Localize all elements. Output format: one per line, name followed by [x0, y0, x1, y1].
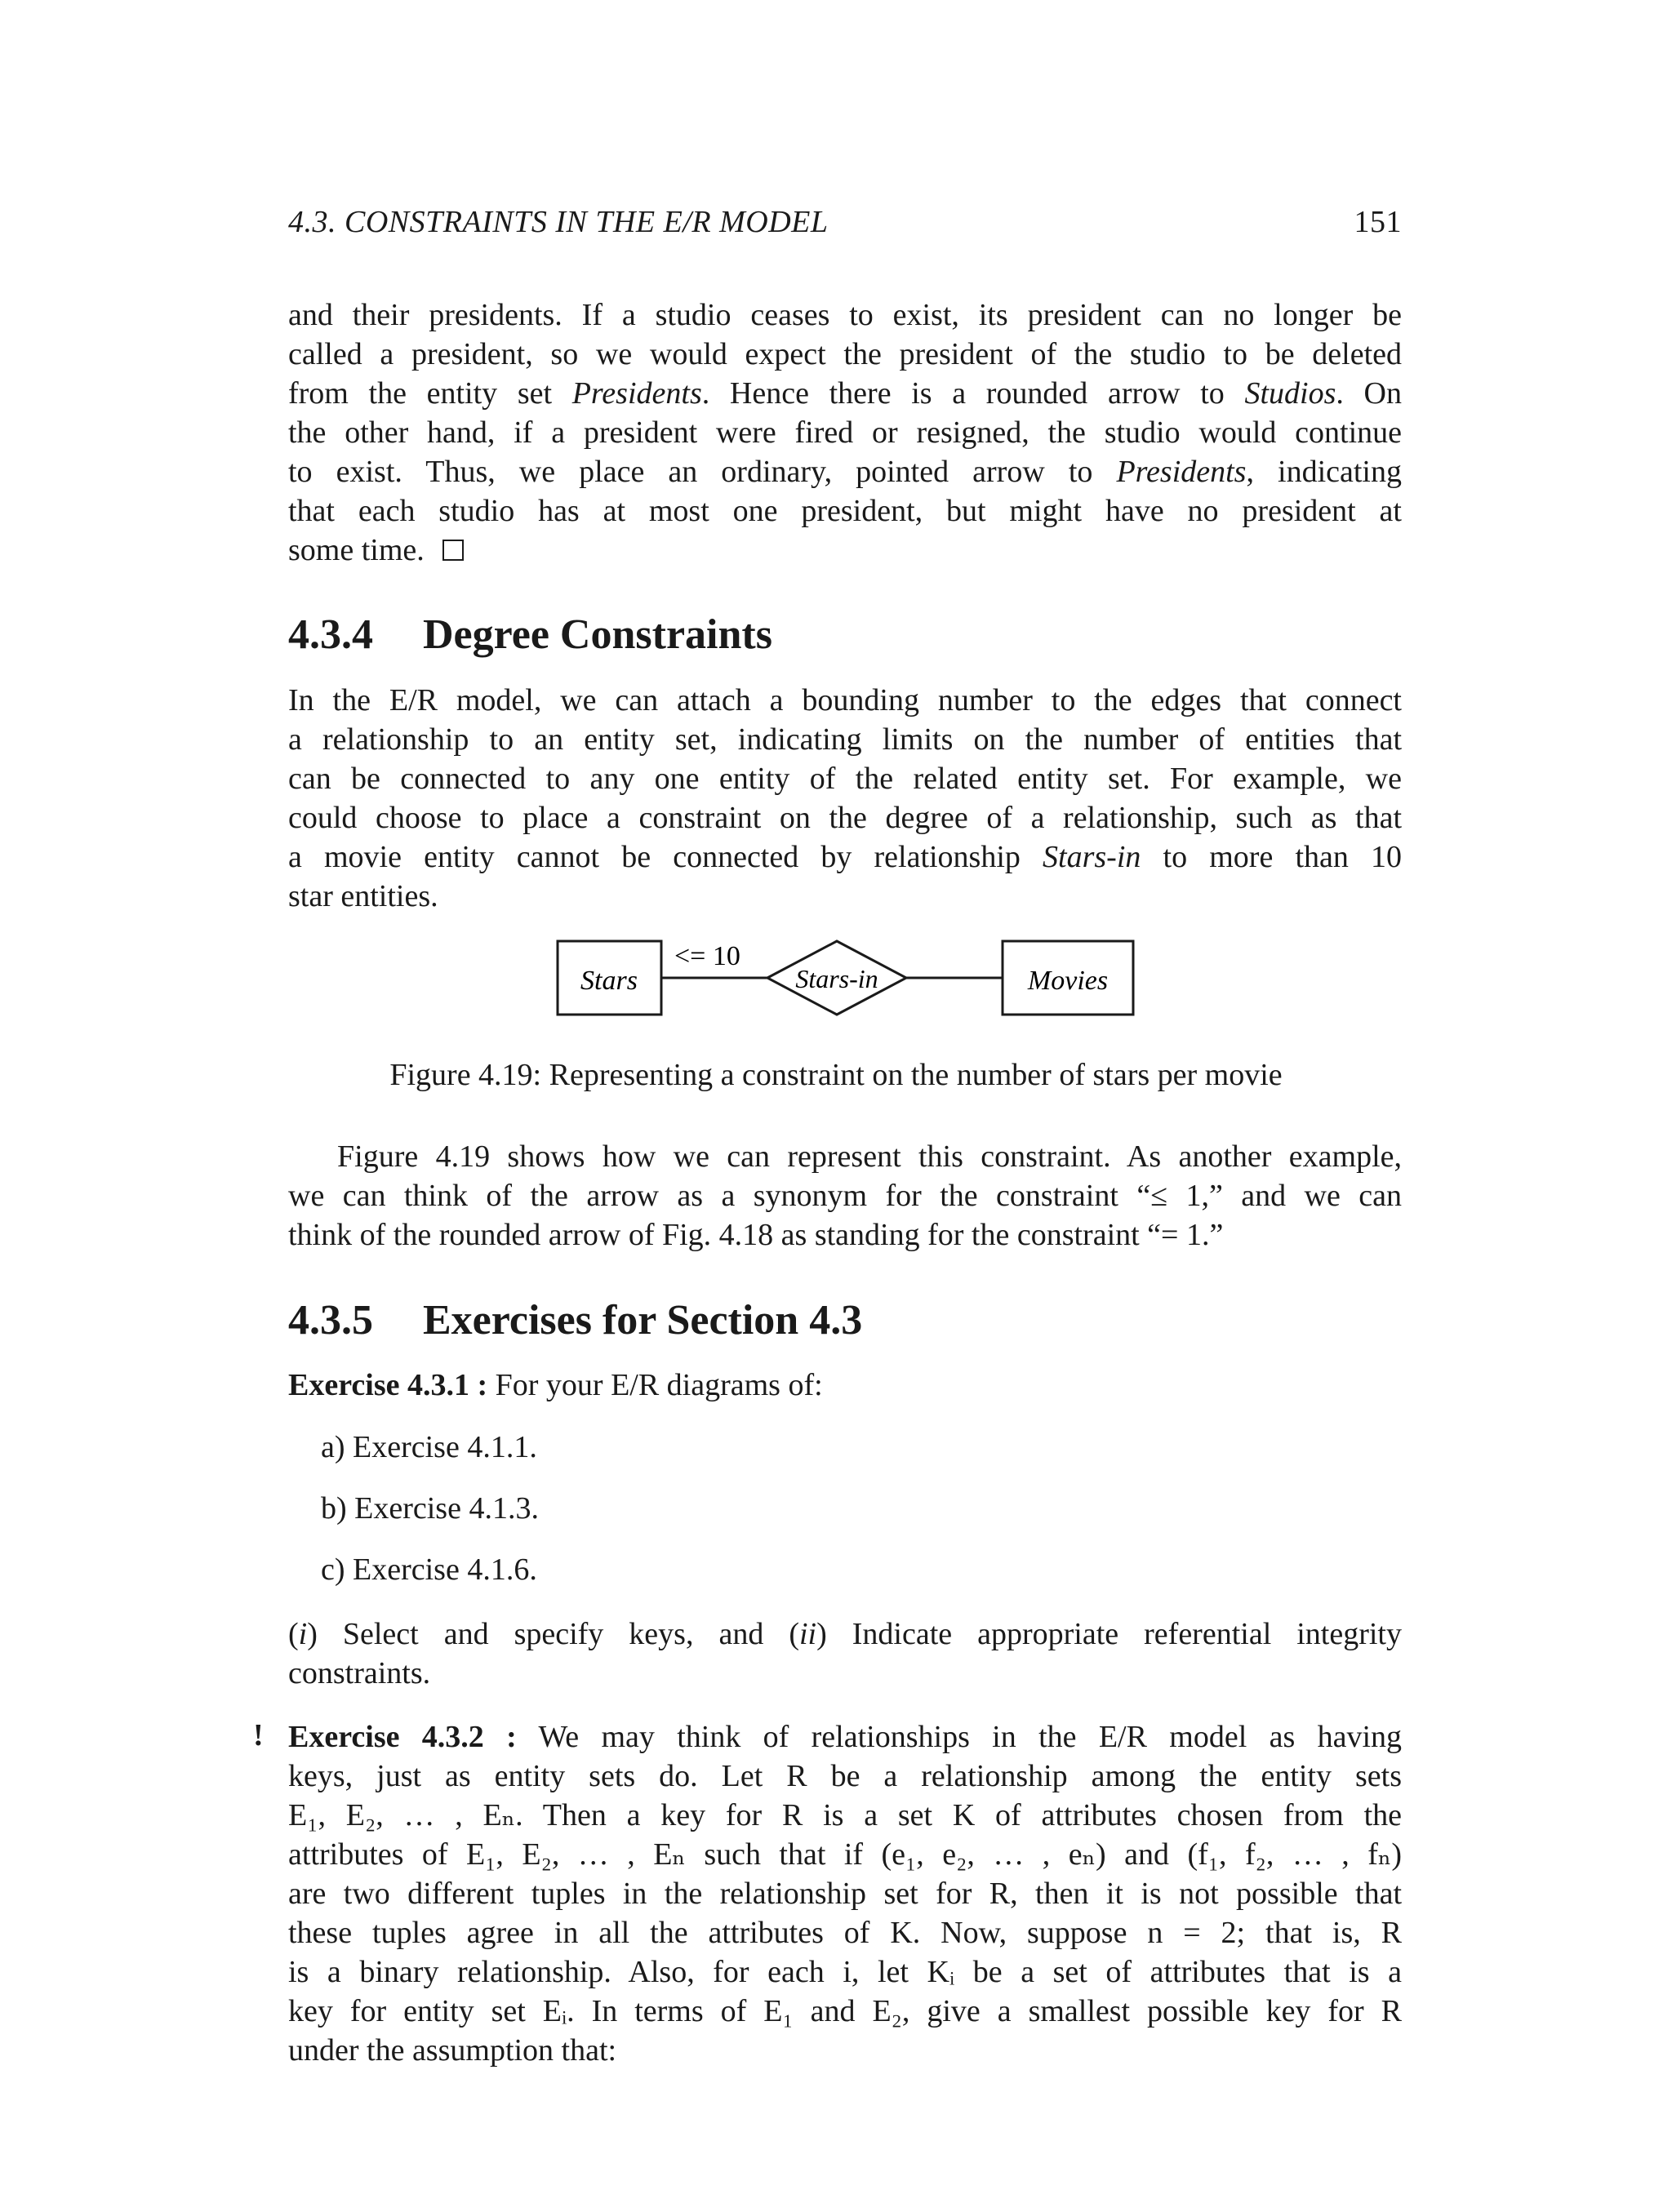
- text-line: to exist. Thus, we place an ordinary, pointed arrow to Presidents, indicating: [288, 455, 1402, 489]
- exercise-list-item: a) Exercise 4.1.1.: [321, 1430, 537, 1464]
- exercise-list-item: c) Exercise 4.1.6.: [321, 1552, 537, 1587]
- section-heading-4-3-5: 4.3.5 Exercises for Section 4.3: [288, 1297, 863, 1344]
- figure-caption: Figure 4.19: Representing a constraint on the number of stars per movie: [389, 1058, 1283, 1092]
- exercise-list-item: b) Exercise 4.1.3.: [321, 1491, 539, 1526]
- section-heading-4-3-4: 4.3.4 Degree Constraints: [288, 611, 772, 658]
- exercise-4-3-1-task: [288, 1615, 1402, 1693]
- text-line: a relationship to an entity set, indicating limits on the number of entities that: [288, 722, 1402, 757]
- text-line: Exercise 4.3.2 : We may think of relationships in the E/R model as having: [288, 1720, 1403, 1754]
- exercise-4-3-1-intro: [288, 1366, 1402, 1405]
- paragraph-figure-discussion: [288, 1137, 1402, 1255]
- paragraph-degree-constraints: [288, 681, 1402, 916]
- text-line: and their presidents. If a studio ceases to exist, its president can no longer be: [288, 298, 1402, 332]
- relationship-starsin-label: Stars-in: [795, 964, 878, 993]
- text-line: (i) Select and specify keys, and (ii) Indicate appropriate referential integrity: [288, 1617, 1402, 1651]
- entity-stars-box: [558, 941, 661, 1015]
- text-line: constraints.: [288, 1656, 431, 1690]
- text-line: is a binary relationship. Also, for each i, let Kᵢ be a set of attributes that is a: [288, 1955, 1402, 1989]
- exercise-label: Exercise 4.3.2 :: [288, 1720, 517, 1754]
- page-number: 151: [1354, 205, 1402, 239]
- entity-stars-label: Stars: [580, 966, 638, 996]
- text-line: keys, just as entity sets do. Let R be a relationship among the entity sets: [288, 1759, 1402, 1793]
- text-line: Figure 4.19 shows how we can represent this constraint. As another example,: [337, 1139, 1402, 1174]
- text-line: can be connected to any one entity of the related entity set. For example, we: [288, 762, 1402, 796]
- text-line: could choose to place a constraint on the degree of a relationship, such as that: [288, 801, 1402, 835]
- text-line: key for entity set Eᵢ. In terms of E₁ and E₂, give a smallest possible key for R: [288, 1994, 1402, 2028]
- degree-constraint-label: <= 10: [674, 941, 740, 971]
- text-line: that each studio has at most one president, but might have no president at: [288, 494, 1402, 528]
- entity-movies-box: [1003, 941, 1133, 1015]
- end-of-example-square-icon: [442, 540, 464, 561]
- text-line: E₁, E₂, … , Eₙ. Then a key for R is a set K of attributes chosen from the: [288, 1798, 1402, 1832]
- text-line: think of the rounded arrow of Fig. 4.18 as standing for the constraint “= 1.”: [288, 1218, 1224, 1252]
- text-line: under the assumption that:: [288, 2033, 617, 2068]
- text-line: attributes of E₁, E₂, … , Eₙ such that if (e₁, e₂, … , eₙ) and (f₁, f₂, … , fₙ): [288, 1837, 1402, 1872]
- difficulty-marker: !: [253, 1718, 264, 1752]
- exercise-label: Exercise 4.3.1 :: [288, 1368, 488, 1402]
- text-line: the other hand, if a president were fired or resigned, the studio would continue: [288, 415, 1402, 450]
- text-line: Exercise 4.3.1 : For your E/R diagrams of:: [288, 1368, 823, 1402]
- text-line: we can think of the arrow as a synonym for the constraint “≤ 1,” and we can: [288, 1179, 1402, 1213]
- paragraph-presidents: [288, 295, 1402, 570]
- running-head-section: 4.3. CONSTRAINTS IN THE E/R MODEL: [288, 205, 829, 239]
- exercise-4-3-2: [288, 1717, 1402, 2070]
- text-line: are two different tuples in the relationship set for R, then it is not possible that: [288, 1877, 1402, 1911]
- text-line: star entities.: [288, 879, 438, 913]
- text-line: In the E/R model, we can attach a bounding number to the edges that connect: [288, 683, 1402, 717]
- running-head: [288, 204, 1402, 240]
- text-line: called a president, so we would expect the president of the studio to be deleted: [288, 337, 1402, 371]
- text-line: some time.: [288, 531, 1402, 570]
- entity-movies-label: Movies: [1027, 966, 1109, 996]
- text-line: these tuples agree in all the attributes of K. Now, suppose n = 2; that is, R: [288, 1916, 1402, 1950]
- text-line: from the entity set Presidents. Hence there is a rounded arrow to Studios. On: [288, 376, 1402, 411]
- relationship-starsin-diamond: [767, 941, 906, 1015]
- text-line: a movie entity cannot be connected by relationship Stars-in to more than 10: [288, 840, 1402, 874]
